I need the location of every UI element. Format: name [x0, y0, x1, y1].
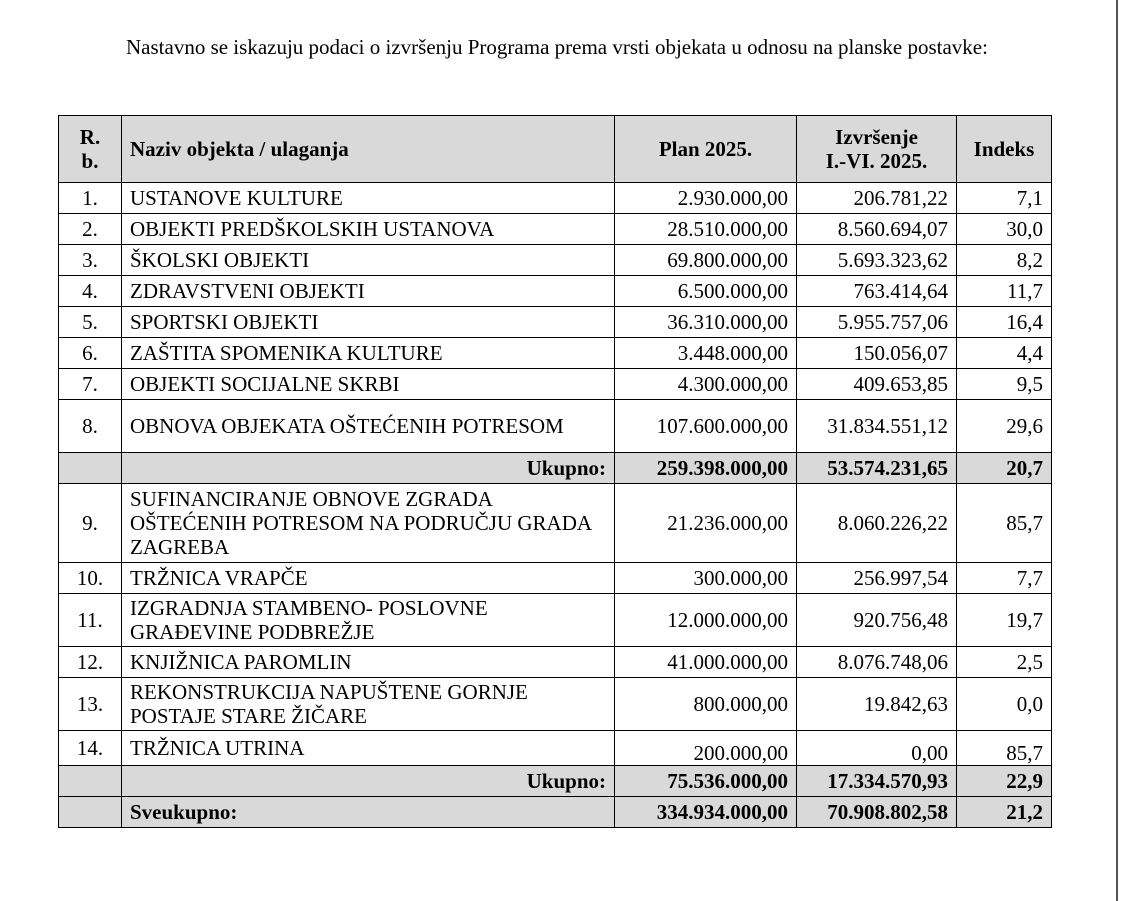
subtotal-indeks: 22,9 — [957, 766, 1052, 797]
grandtotal-blank — [59, 797, 122, 828]
table-row — [59, 731, 1052, 766]
cell-izvrsenje: 256.997,54 — [797, 563, 957, 594]
cell-rb: 10. — [59, 563, 122, 594]
cell-name: REKONSTRUKCIJA NAPUŠTENE GORNJE POSTAJE STARE ŽIČARE — [122, 678, 615, 731]
subtotal-row — [59, 453, 1052, 484]
cell-name: USTANOVE KULTURE — [122, 183, 615, 214]
cell-plan: 28.510.000,00 — [615, 214, 797, 245]
table-row — [59, 276, 1052, 307]
cell-name: OBJEKTI SOCIJALNE SKRBI — [122, 369, 615, 400]
cell-name: ŠKOLSKI OBJEKTI — [122, 245, 615, 276]
cell-izvrsenje: 409.653,85 — [797, 369, 957, 400]
header-rb — [59, 116, 122, 183]
intro-paragraph: Nastavno se iskazuju podaci o izvršenju Programa prema vrsti objekata u odnosu na planske postavke: — [126, 35, 988, 59]
table-row — [59, 369, 1052, 400]
cell-name: SUFINANCIRANJE OBNOVE ZGRADA OŠTEĆENIH POTRESOM NA PODRUČJU GRADA ZAGREBA — [122, 484, 615, 563]
header-name: Naziv objekta / ulaganja — [122, 116, 615, 183]
grandtotal-row — [59, 797, 1052, 828]
table-row — [59, 484, 1052, 563]
cell-name: SPORTSKI OBJEKTI — [122, 307, 615, 338]
cell-plan: 36.310.000,00 — [615, 307, 797, 338]
cell-indeks: 11,7 — [957, 276, 1052, 307]
grandtotal-plan: 334.934.000,00 — [615, 797, 797, 828]
cell-rb: 7. — [59, 369, 122, 400]
cell-plan: 21.236.000,00 — [615, 484, 797, 563]
header-izvrsenje-line2: I.-VI. 2025. — [825, 149, 928, 173]
header-rb-line1: R. — [79, 125, 101, 149]
subtotal-indeks: 20,7 — [957, 453, 1052, 484]
subtotal-blank — [59, 453, 122, 484]
cell-indeks: 7,1 — [957, 183, 1052, 214]
table-header-row — [59, 116, 1052, 183]
cell-indeks: 85,7 — [957, 731, 1052, 766]
cell-izvrsenje: 920.756,48 — [797, 594, 957, 647]
cell-indeks: 0,0 — [957, 678, 1052, 731]
table-row — [59, 307, 1052, 338]
cell-izvrsenje: 763.414,64 — [797, 276, 957, 307]
cell-plan: 107.600.000,00 — [615, 400, 797, 453]
cell-izvrsenje: 150.056,07 — [797, 338, 957, 369]
cell-izvrsenje: 206.781,22 — [797, 183, 957, 214]
page-edge-rule — [1116, 0, 1118, 901]
cell-rb: 11. — [59, 594, 122, 647]
cell-indeks: 8,2 — [957, 245, 1052, 276]
cell-indeks: 7,7 — [957, 563, 1052, 594]
cell-name: TRŽNICA VRAPČE — [122, 563, 615, 594]
subtotal-label: Ukupno: — [122, 766, 615, 797]
header-izvrsenje — [797, 116, 957, 183]
subtotal-row — [59, 766, 1052, 797]
table-row — [59, 214, 1052, 245]
cell-indeks: 9,5 — [957, 369, 1052, 400]
cell-izvrsenje: 31.834.551,12 — [797, 400, 957, 453]
cell-rb: 1. — [59, 183, 122, 214]
cell-izvrsenje: 5.955.757,06 — [797, 307, 957, 338]
header-rb-line2: b. — [81, 149, 99, 173]
cell-name: IZGRADNJA STAMBENO- POSLOVNE GRAĐEVINE PODBREŽJE — [122, 594, 615, 647]
cell-indeks: 85,7 — [957, 484, 1052, 563]
grandtotal-indeks: 21,2 — [957, 797, 1052, 828]
cell-plan: 12.000.000,00 — [615, 594, 797, 647]
cell-plan: 800.000,00 — [615, 678, 797, 731]
cell-rb: 4. — [59, 276, 122, 307]
table-row — [59, 563, 1052, 594]
cell-izvrsenje: 8.076.748,06 — [797, 647, 957, 678]
cell-rb: 14. — [59, 731, 122, 766]
cell-indeks: 30,0 — [957, 214, 1052, 245]
cell-izvrsenje: 8.060.226,22 — [797, 484, 957, 563]
grandtotal-izvrsenje: 70.908.802,58 — [797, 797, 957, 828]
cell-name: ZAŠTITA SPOMENIKA KULTURE — [122, 338, 615, 369]
subtotal-plan: 75.536.000,00 — [615, 766, 797, 797]
cell-indeks: 16,4 — [957, 307, 1052, 338]
cell-rb: 8. — [59, 400, 122, 453]
execution-table — [58, 115, 1052, 828]
cell-plan: 6.500.000,00 — [615, 276, 797, 307]
cell-izvrsenje: 0,00 — [797, 731, 957, 766]
subtotal-label: Ukupno: — [122, 453, 615, 484]
cell-plan: 200.000,00 — [615, 731, 797, 766]
table-row — [59, 245, 1052, 276]
cell-name: ZDRAVSTVENI OBJEKTI — [122, 276, 615, 307]
cell-rb: 12. — [59, 647, 122, 678]
cell-plan: 4.300.000,00 — [615, 369, 797, 400]
subtotal-izvrsenje: 17.334.570,93 — [797, 766, 957, 797]
cell-plan: 3.448.000,00 — [615, 338, 797, 369]
table-row — [59, 594, 1052, 647]
cell-indeks: 19,7 — [957, 594, 1052, 647]
cell-indeks: 29,6 — [957, 400, 1052, 453]
grandtotal-label: Sveukupno: — [122, 797, 615, 828]
cell-plan: 69.800.000,00 — [615, 245, 797, 276]
header-indeks: Indeks — [957, 116, 1052, 183]
subtotal-plan: 259.398.000,00 — [615, 453, 797, 484]
cell-plan: 2.930.000,00 — [615, 183, 797, 214]
subtotal-izvrsenje: 53.574.231,65 — [797, 453, 957, 484]
cell-name: OBNOVA OBJEKATA OŠTEĆENIH POTRESOM — [122, 400, 615, 453]
cell-rb: 2. — [59, 214, 122, 245]
cell-rb: 6. — [59, 338, 122, 369]
cell-rb: 3. — [59, 245, 122, 276]
cell-izvrsenje: 19.842,63 — [797, 678, 957, 731]
cell-izvrsenje: 8.560.694,07 — [797, 214, 957, 245]
cell-rb: 9. — [59, 484, 122, 563]
subtotal-blank — [59, 766, 122, 797]
cell-indeks: 4,4 — [957, 338, 1052, 369]
header-izvrsenje-line1: Izvršenje — [835, 125, 918, 149]
cell-name: OBJEKTI PREDŠKOLSKIH USTANOVA — [122, 214, 615, 245]
cell-rb: 5. — [59, 307, 122, 338]
table-row — [59, 647, 1052, 678]
table-row — [59, 678, 1052, 731]
cell-rb: 13. — [59, 678, 122, 731]
cell-name: TRŽNICA UTRINA — [122, 731, 615, 766]
cell-name: KNJIŽNICA PAROMLIN — [122, 647, 615, 678]
header-plan: Plan 2025. — [615, 116, 797, 183]
cell-indeks: 2,5 — [957, 647, 1052, 678]
table-row — [59, 400, 1052, 453]
table-row — [59, 183, 1052, 214]
cell-plan: 300.000,00 — [615, 563, 797, 594]
table-row — [59, 338, 1052, 369]
cell-plan: 41.000.000,00 — [615, 647, 797, 678]
cell-izvrsenje: 5.693.323,62 — [797, 245, 957, 276]
